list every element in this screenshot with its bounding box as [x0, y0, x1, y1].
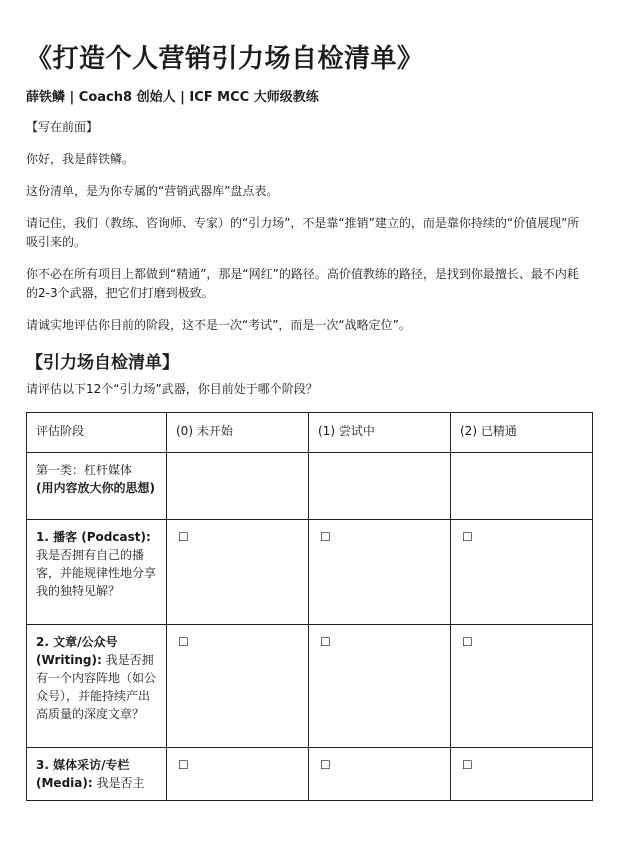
- intro-paragraph-4: 请诚实地评估你目前的阶段，这不是一次“考试”，而是一次“战略定位”。: [26, 318, 411, 332]
- checkbox-icon[interactable]: ☐: [178, 530, 189, 544]
- item-cell: [27, 625, 167, 748]
- column-header-stage: 评估阶段: [27, 413, 167, 453]
- document-title: 《打造个人营销引力场自检清单》: [26, 44, 424, 74]
- table-row: [27, 625, 593, 748]
- item-lead: 3. 媒体采访/专栏 (Media):: [36, 758, 130, 790]
- checklist-table: [26, 412, 593, 801]
- checkbox-cell-not-started[interactable]: [167, 748, 309, 801]
- item-cell: [27, 748, 167, 801]
- item-text: 我是否主: [92, 776, 145, 790]
- table-row: [27, 748, 593, 801]
- table-row: [27, 520, 593, 625]
- checkbox-icon[interactable]: ☐: [462, 758, 473, 772]
- category-title: 第一类：杠杆媒体: [36, 463, 133, 477]
- checkbox-cell-trying[interactable]: [309, 748, 451, 801]
- checklist-prompt: 请评估以下12个“引力场”武器，你目前处于哪个阶段？: [26, 382, 318, 396]
- checkbox-cell-not-started[interactable]: [167, 625, 309, 748]
- document-subtitle: 薛铁鳞 | Coach8 创始人 | ICF MCC 大师级教练: [26, 90, 319, 105]
- table-header-row: [27, 413, 593, 453]
- item-cell: [27, 520, 167, 625]
- checklist-heading: 【引力场自检清单】: [26, 353, 179, 373]
- item-lead: 1. 播客 (Podcast):: [36, 530, 151, 544]
- empty-cell: [309, 453, 451, 520]
- checkbox-cell-mastered[interactable]: [451, 625, 593, 748]
- checkbox-icon[interactable]: ☐: [178, 635, 189, 649]
- checkbox-cell-mastered[interactable]: [451, 748, 593, 801]
- checkbox-icon[interactable]: ☐: [178, 758, 189, 772]
- empty-cell: [451, 453, 593, 520]
- empty-cell: [167, 453, 309, 520]
- checkbox-icon[interactable]: ☐: [462, 530, 473, 544]
- checkbox-icon[interactable]: ☐: [320, 758, 331, 772]
- checkbox-cell-trying[interactable]: [309, 520, 451, 625]
- table-row-category: [27, 453, 593, 520]
- item-text: 我是否拥有一个内容阵地（如公众号），并能持续产出高质量的深度文章？: [36, 653, 157, 721]
- checkbox-icon[interactable]: ☐: [320, 635, 331, 649]
- column-header-not-started: (0) 未开始: [167, 413, 309, 453]
- checkbox-cell-not-started[interactable]: [167, 520, 309, 625]
- column-header-trying: (1) 尝试中: [309, 413, 451, 453]
- intro-paragraph-2: 请记住，我们（教练、咨询师、专家）的“引力场”，不是靠“推销”建立的，而是靠你持续的“价值展现”所吸引来的。: [26, 216, 580, 249]
- intro-greeting: 你好，我是薛铁鳞。: [26, 152, 135, 166]
- checkbox-cell-trying[interactable]: [309, 625, 451, 748]
- column-header-mastered: (2) 已精通: [451, 413, 593, 453]
- intro-heading: 【写在前面】: [26, 120, 99, 134]
- category-note: (用内容放大你的思想): [36, 481, 155, 495]
- checkbox-cell-mastered[interactable]: [451, 520, 593, 625]
- checkbox-icon[interactable]: ☐: [320, 530, 331, 544]
- item-lead: 2. 文章/公众号 (Writing):: [36, 635, 118, 667]
- checkbox-icon[interactable]: ☐: [462, 635, 473, 649]
- item-text: 我是否拥有自己的播客，并能规律性地分享我的独特见解？: [36, 548, 157, 598]
- intro-paragraph-3: 你不必在所有项目上都做到“精通”，那是“网红”的路径。高价值教练的路径，是找到你最擅长、最不内耗的2-3个武器，把它们打磨到极致。: [26, 267, 579, 300]
- intro-paragraph-1: 这份清单，是为你专属的“营销武器库”盘点表。: [26, 184, 279, 198]
- category-cell: [27, 453, 167, 520]
